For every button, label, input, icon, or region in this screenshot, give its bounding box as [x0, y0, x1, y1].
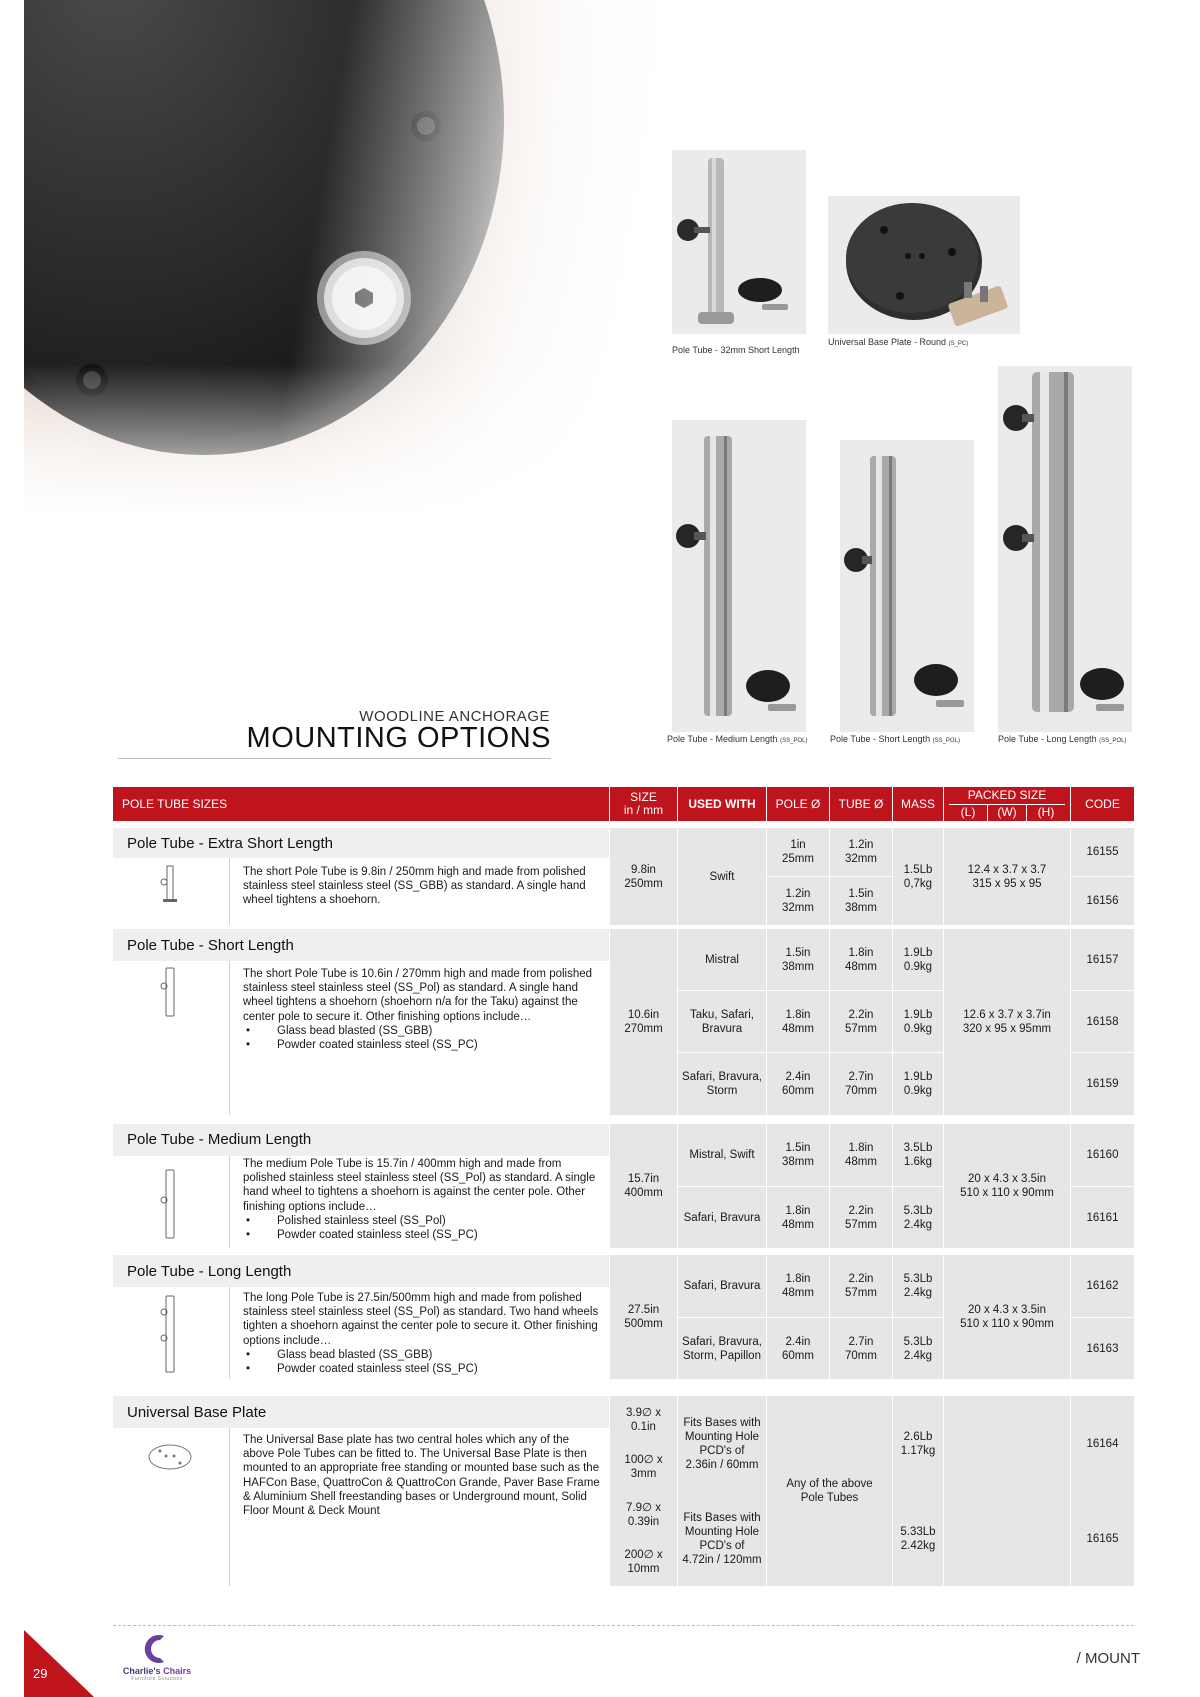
cell-used-with: Swift — [678, 828, 766, 925]
cell-code: 16163 — [1071, 1318, 1134, 1379]
section-label: / MOUNT — [1076, 1650, 1140, 1667]
brand-logo: Charlie's Chairs Furniture Solutions — [112, 1632, 202, 1688]
header-pole-diameter: POLE Ø — [775, 796, 821, 811]
section-long-description: The long Pole Tube is 27.5in/500mm high and made from polished stainless steel stainless steel (SS_Pol) as standard. Two hand wheels tighten a shoehorn against the center pole to secure it. Other finishing options include… • Glass bead blasted (SS_GBB) • Powder coated stainless steel (SS_PC) — [243, 1291, 603, 1376]
cell-used-with: Safari, Bravura — [678, 1187, 766, 1248]
header-pole-tube-sizes: POLE TUBE SIZES — [122, 796, 228, 811]
cell-code: 16158 — [1071, 991, 1134, 1052]
cell-code: 16160 — [1071, 1124, 1134, 1186]
caption-pole-tube-medium: Pole Tube - Medium Length (SS_POL) — [667, 734, 808, 744]
header-size: SIZE in / mm — [623, 790, 664, 817]
section-subtitle: WOODLINE ANCHORAGE — [359, 708, 550, 725]
header-code: CODE — [1085, 796, 1120, 811]
caption-pole-tube-short: Pole Tube - Short Length (SS_POL) — [830, 734, 960, 744]
header-length: (L) — [960, 805, 976, 819]
cell-mass: 1.9Lb 0.9kg — [893, 929, 943, 990]
pole-tube-icon — [150, 966, 190, 1018]
caption-pole-tube-long: Pole Tube - Long Length (SS_POL) — [998, 734, 1127, 744]
cell-code: 16156 — [1071, 877, 1134, 925]
caption-universal-base-plate: Universal Base Plate - Round (S_PC) — [828, 337, 969, 347]
title-rule — [118, 758, 551, 759]
photo-pole-tube-short — [840, 440, 974, 732]
photo-universal-base-plate-round — [828, 196, 1020, 334]
pole-tube-icon — [150, 1168, 190, 1240]
header-packed-size: PACKED SIZE — [967, 787, 1047, 802]
cell-pole: 2.4in 60mm — [767, 1318, 829, 1379]
cell-mass: 2.6Lb 1.17kg 5.33Lb 2.42kg — [893, 1396, 943, 1586]
cell-packed: 20 x 4.3 x 3.5in 510 x 110 x 90mm — [944, 1124, 1070, 1248]
cell-code: 16164 16165 — [1071, 1396, 1134, 1586]
cell-pole: 1.8in 48mm — [767, 991, 829, 1052]
photo-pole-tube-medium — [672, 420, 806, 732]
page-number: 29 — [33, 1666, 48, 1681]
cell-pole: 1.2in 32mm — [767, 877, 829, 925]
cell-tube: 2.2in 57mm — [830, 1187, 892, 1248]
cell-mass: 1.9Lb 0.9kg — [893, 1053, 943, 1115]
cell-pole-tube: Any of the above Pole Tubes — [767, 1396, 892, 1586]
section-medium-title: Pole Tube - Medium Length — [127, 1131, 312, 1148]
header-tube-diameter: TUBE Ø — [838, 796, 884, 811]
cell-size: 10.6in 270mm — [610, 929, 677, 1115]
page-number-tab — [24, 1630, 94, 1697]
base-plate-icon — [145, 1442, 195, 1472]
cell-tube: 1.2in 32mm — [830, 828, 892, 876]
section-long-title: Pole Tube - Long Length — [127, 1263, 292, 1280]
cell-pole: 1.8in 48mm — [767, 1187, 829, 1248]
finish-option: • Powder coated stainless steel (SS_PC) — [243, 1038, 603, 1052]
cell-packed: 12.6 x 3.7 x 3.7in 320 x 95 x 95mm — [944, 929, 1070, 1115]
section-short-description: The short Pole Tube is 10.6in / 270mm high and made from polished stainless steel stainless steel (SS_Pol) as standard. A single hand wheel tightens a shoehorn (shoehorn n/a for the Taku) against the center pole to secure it. Other finishing options include… • Glass bead blasted (SS_GBB) • Powder coated stainless steel (SS_PC) — [243, 967, 603, 1052]
cell-code: 16161 — [1071, 1187, 1134, 1248]
cell-size: 3.9∅ x 0.1in 100∅ x 3mm 7.9∅ x 0.39in 200∅ x 10mm — [610, 1396, 677, 1586]
section-base-plate-description: The Universal Base plate has two central holes which any of the above Pole Tubes can be fitted to. The Universal Base Plate is then mounted to an appropriate free standing or mounted base such as the HAFCon Base, QuattroCon & QuattroCon Grande, Paver Base Frame & Aluminium Shell freestanding bases or Underground mount, Solid Floor Mount & Deck Mount — [243, 1434, 600, 1518]
photo-pole-tube-long — [998, 366, 1132, 732]
cell-packed: 12.4 x 3.7 x 3.7 315 x 95 x 95 — [944, 828, 1070, 925]
section-extra-short-title: Pole Tube - Extra Short Length — [127, 835, 333, 852]
hero-base-plate-image — [24, 0, 664, 520]
header-used-with: USED WITH — [688, 796, 756, 811]
cell-pole: 1in 25mm — [767, 828, 829, 876]
cell-tube: 2.7in 70mm — [830, 1318, 892, 1379]
pole-tube-icon — [150, 1294, 190, 1374]
finish-option: • Powder coated stainless steel (SS_PC) — [243, 1362, 603, 1376]
cell-code: 16157 — [1071, 929, 1134, 990]
section-base-plate-title: Universal Base Plate — [127, 1404, 267, 1421]
cell-pole: 1.8in 48mm — [767, 1255, 829, 1317]
cell-code: 16155 — [1071, 828, 1134, 876]
section-extra-short-description: The short Pole Tube is 9.8in / 250mm high and made from polished stainless steel stainless steel (SS_GBB) as standard. A single hand wheel tightens a shoehorn. — [243, 866, 586, 907]
pole-tube-icon — [150, 864, 190, 904]
cell-tube: 2.2in 57mm — [830, 991, 892, 1052]
header-width: (W) — [997, 805, 1017, 819]
cell-code: 16159 — [1071, 1053, 1134, 1115]
cell-used-with: Safari, Bravura, Storm, Papillon — [678, 1318, 766, 1379]
section-medium-description: The medium Pole Tube is 15.7in / 400mm high and made from polished stainless steel stainless steel (SS_Pol) as standard. A single hand wheel to tightens a shoehorn is against the center pole. Other finishing options include… • Polished stainless steel (SS_Pol) • Powder coated stainless steel (SS_PC) — [243, 1157, 603, 1242]
cell-used-with: Taku, Safari, Bravura — [678, 991, 766, 1052]
cell-mass: 1.5Lb 0,7kg — [893, 828, 943, 925]
cell-size: 15.7in 400mm — [610, 1124, 677, 1248]
cell-used-with: Mistral, Swift — [678, 1124, 766, 1186]
cell-pole: 1.5in 38mm — [767, 929, 829, 990]
cell-used-with: Fits Bases with Mounting Hole PCD's of 2.36in / 60mm Fits Bases with Mounting Hole PCD's of 4.72in / 120mm — [678, 1396, 766, 1586]
cell-mass: 5.3Lb 2.4kg — [893, 1318, 943, 1379]
cell-mass: 1.9Lb 0.9kg — [893, 991, 943, 1052]
cell-tube: 2.7in 70mm — [830, 1053, 892, 1115]
cell-mass: 5.3Lb 2.4kg — [893, 1255, 943, 1317]
cell-mass: 3.5Lb 1.6kg — [893, 1124, 943, 1186]
finish-option: • Glass bead blasted (SS_GBB) — [243, 1024, 603, 1038]
caption-pole-tube-32mm: Pole Tube - 32mm Short Length — [672, 345, 800, 355]
cell-size: 27.5in 500mm — [610, 1255, 677, 1379]
table-header — [113, 787, 1134, 821]
cell-used-with: Safari, Bravura — [678, 1255, 766, 1317]
finish-option: • Powder coated stainless steel (SS_PC) — [243, 1228, 603, 1242]
page-title: MOUNTING OPTIONS — [246, 722, 551, 754]
footer-rule — [113, 1625, 1134, 1626]
section-short-title: Pole Tube - Short Length — [127, 937, 294, 954]
cell-pole: 1.5in 38mm — [767, 1124, 829, 1186]
cell-packed — [944, 1396, 1070, 1586]
cell-tube: 1.5in 38mm — [830, 877, 892, 925]
cell-mass: 5.3Lb 2.4kg — [893, 1187, 943, 1248]
cell-tube: 2.2in 57mm — [830, 1255, 892, 1317]
finish-option: • Polished stainless steel (SS_Pol) — [243, 1214, 603, 1228]
header-height: (H) — [1037, 805, 1055, 819]
cell-used-with: Safari, Bravura, Storm — [678, 1053, 766, 1115]
finish-option: • Glass bead blasted (SS_GBB) — [243, 1348, 603, 1362]
cell-size: 9.8in 250mm — [610, 828, 677, 925]
cell-code: 16162 — [1071, 1255, 1134, 1317]
cell-tube: 1.8in 48mm — [830, 929, 892, 990]
cell-pole: 2.4in 60mm — [767, 1053, 829, 1115]
cell-packed: 20 x 4.3 x 3.5in 510 x 110 x 90mm — [944, 1255, 1070, 1379]
cell-used-with: Mistral — [678, 929, 766, 990]
header-mass: MASS — [900, 796, 935, 811]
cell-tube: 1.8in 48mm — [830, 1124, 892, 1186]
photo-pole-tube-32mm-short — [672, 150, 806, 334]
